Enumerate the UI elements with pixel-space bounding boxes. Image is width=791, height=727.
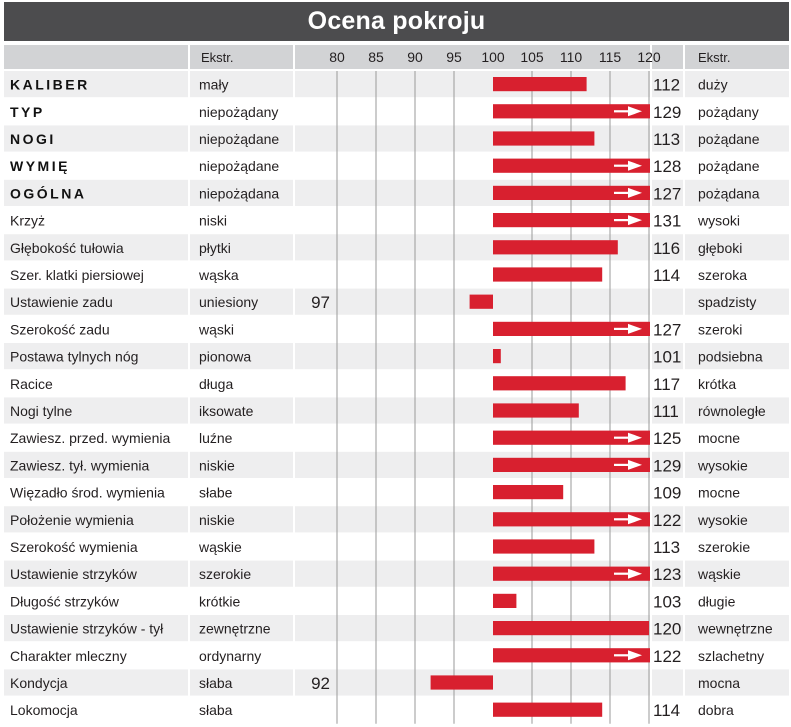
high-extreme-label: wysokie (698, 457, 748, 474)
trait-label: Szerokość wymienia (10, 539, 138, 555)
high-extreme-label: pożądany (698, 103, 759, 120)
trait-label: Długość strzyków (10, 593, 119, 610)
low-extreme-label: niskie (199, 511, 235, 528)
value-label: 120 (653, 619, 682, 639)
high-extreme-label: duży (698, 76, 728, 93)
value-label: 97 (311, 293, 330, 313)
bar (493, 485, 563, 499)
value-label: 129 (653, 102, 682, 122)
high-extreme-label: mocne (698, 430, 741, 447)
x-tick-label: 90 (407, 49, 423, 65)
low-extreme-label: niepożądane (199, 131, 280, 147)
bar (493, 376, 626, 390)
value-label: 116 (653, 238, 681, 258)
high-extreme-label: długie (698, 593, 736, 610)
value-label: 127 (653, 320, 682, 340)
trait-label: WYMIĘ (10, 158, 70, 175)
high-extreme-label: pożądana (698, 185, 760, 202)
high-extreme-label: szeroki (698, 321, 743, 338)
x-tick-label: 100 (481, 49, 505, 65)
x-tick-label: 110 (559, 49, 583, 65)
high-extreme-label: krótka (698, 375, 737, 392)
low-extreme-label: niski (199, 212, 228, 229)
value-label: 114 (653, 701, 681, 721)
low-extreme-label: wąska (199, 267, 239, 283)
trait-label: KALIBER (10, 76, 90, 93)
trait-label: Zawiesz. przed. wymienia (10, 430, 171, 447)
bar (470, 295, 493, 309)
high-extreme-label: pożądane (698, 131, 760, 147)
value-label: 103 (653, 592, 682, 612)
value-label: 101 (653, 347, 682, 367)
trait-label: Kondycja (10, 675, 68, 691)
header-extreme-low: Ekstr. (201, 50, 234, 65)
trait-label: Położenie wymienia (10, 511, 134, 528)
value-label: 117 (653, 374, 681, 394)
header-band (4, 45, 789, 69)
low-extreme-label: niepożądana (199, 185, 280, 202)
x-tick-label: 105 (520, 49, 544, 65)
x-tick-label: 95 (446, 49, 462, 65)
low-extreme-label: uniesiony (199, 294, 259, 311)
high-extreme-label: szlachetny (698, 647, 765, 664)
low-extreme-label: mały (199, 76, 229, 93)
high-extreme-label: szerokie (698, 539, 751, 555)
bar (493, 77, 587, 91)
x-tick-label: 115 (598, 49, 622, 65)
low-extreme-label: krótkie (199, 593, 241, 610)
x-tick-label: 85 (368, 49, 384, 65)
bar (493, 267, 602, 281)
trait-label: Ustawienie strzyków (10, 566, 137, 583)
trait-label: NOGI (10, 131, 56, 147)
trait-label: Głębokość tułowia (10, 239, 124, 256)
low-extreme-label: słaba (199, 675, 233, 691)
high-extreme-label: szeroka (698, 267, 748, 283)
trait-label: Zawiesz. tył. wymienia (10, 457, 150, 474)
value-label: 122 (653, 646, 682, 666)
trait-label: OGÓLNA (10, 185, 87, 202)
low-extreme-label: wąskie (199, 539, 242, 555)
low-extreme-label: wąski (199, 321, 235, 338)
bar (493, 349, 501, 363)
low-extreme-label: słaba (199, 702, 233, 719)
trait-label: Więzadło środ. wymienia (10, 484, 165, 501)
low-extreme-label: płytki (199, 239, 231, 256)
low-extreme-label: długa (199, 375, 234, 392)
chart-title: Ocena pokroju (4, 2, 789, 41)
trait-label: Nogi tylne (10, 403, 73, 419)
value-label: 111 (653, 402, 679, 421)
bar (431, 675, 493, 689)
trait-label: Szer. klatki piersiowej (10, 267, 144, 283)
value-label: 113 (653, 538, 681, 557)
value-label: 128 (653, 157, 682, 177)
trait-label: Racice (10, 375, 53, 392)
low-extreme-label: niepożądane (199, 158, 280, 175)
high-extreme-label: spadzisty (698, 294, 757, 311)
low-extreme-label: szerokie (199, 566, 252, 583)
low-extreme-label: pionowa (199, 348, 252, 365)
x-tick-label: 80 (329, 49, 345, 65)
high-extreme-label: równoległe (698, 403, 766, 419)
high-extreme-label: mocne (698, 484, 741, 501)
low-extreme-label: zewnętrzne (199, 620, 271, 637)
value-label: 122 (653, 510, 682, 530)
bar (493, 703, 602, 717)
value-label: 113 (653, 130, 681, 149)
low-extreme-label: iksowate (199, 403, 254, 419)
high-extreme-label: wewnętrzne (698, 620, 773, 637)
row-background (4, 669, 789, 695)
bar (493, 621, 649, 635)
value-label: 112 (653, 75, 681, 95)
high-extreme-label: wąskie (698, 566, 741, 583)
bar (493, 240, 618, 254)
bar (493, 594, 516, 608)
high-extreme-label: podsiebna (698, 348, 763, 365)
trait-label: Ustawienie zadu (10, 294, 113, 311)
value-label: 129 (653, 456, 682, 476)
value-label: 127 (653, 184, 682, 204)
trait-label: Szerokość zadu (10, 321, 110, 338)
high-extreme-label: dobra (698, 702, 734, 719)
bar (493, 539, 594, 553)
value-label: 114 (653, 266, 681, 285)
x-tick-label: 120 (637, 49, 661, 65)
trait-label: Ustawienie strzyków - tył (10, 620, 164, 637)
value-label: 131 (653, 211, 682, 231)
low-extreme-label: ordynarny (199, 647, 262, 664)
value-label: 123 (653, 565, 682, 585)
high-extreme-label: głęboki (698, 239, 743, 256)
header-extreme-high: Ekstr. (698, 50, 731, 65)
value-label: 92 (311, 674, 330, 693)
high-extreme-label: pożądane (698, 158, 760, 175)
high-extreme-label: mocna (698, 675, 741, 691)
trait-label: Postawa tylnych nóg (10, 348, 139, 365)
value-label: 125 (653, 429, 682, 449)
trait-label: Charakter mleczny (10, 647, 127, 664)
trait-label: TYP (10, 103, 45, 120)
bar (493, 403, 579, 417)
trait-label: Krzyż (10, 212, 45, 229)
low-extreme-label: niepożądany (199, 103, 279, 120)
trait-label: Lokomocja (10, 702, 78, 719)
bar (493, 131, 594, 145)
high-extreme-label: wysoki (698, 212, 741, 229)
high-extreme-label: wysokie (698, 511, 748, 528)
low-extreme-label: słabe (199, 484, 233, 501)
low-extreme-label: niskie (199, 457, 235, 474)
row-background (4, 289, 789, 315)
low-extreme-label: luźne (199, 430, 233, 447)
value-label: 109 (653, 483, 682, 503)
